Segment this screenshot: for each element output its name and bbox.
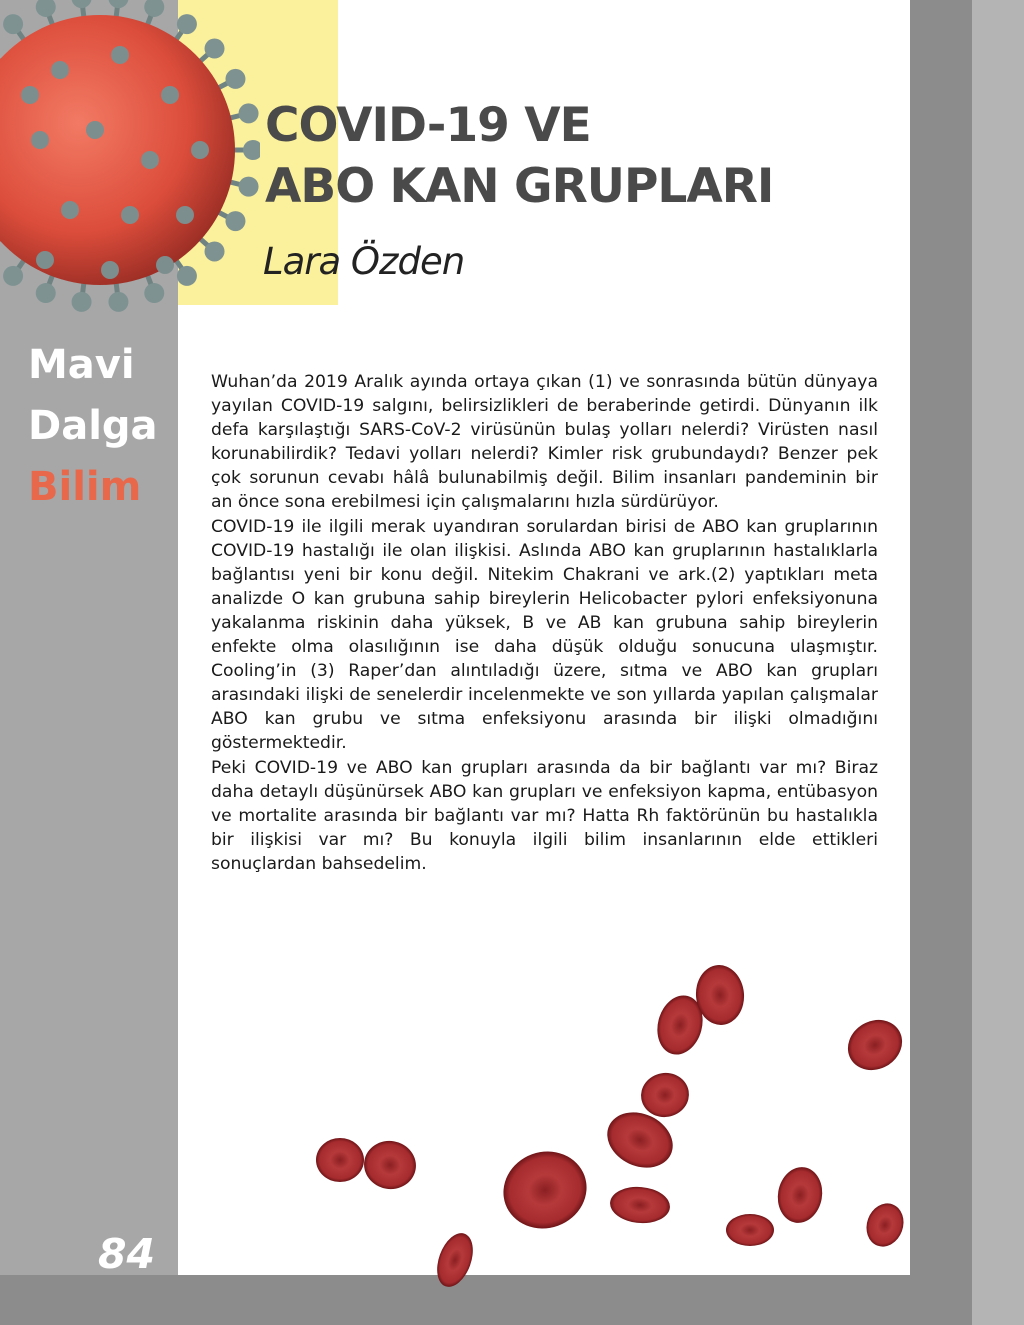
title-line-2: ABO KAN GRUPLARI	[265, 159, 774, 214]
paragraph-3: Peki COVID-19 ve ABO kan grupları arasında da bir bağlantı var mı? Biraz daha detaylı düşünürsek ABO kan grupları ve enfeksiyon kapma, entübasyon ve mortalite arasında bir bağlantı var mı? Hatta Rh faktörünün bu hastalıkla bir ilişkisi var mı? Bu konuyla ilgili bilim insanlarının elde ettikleri sonuçlardan bahsedelim.	[211, 757, 878, 874]
page-number: 84	[98, 1230, 156, 1278]
paragraph-2: COVID-19 ile ilgili merak uyandıran sorulardan birisi de ABO kan gruplarının COVID-19 hastalığı ile olan ilişkisi. Aslında ABO kan gruplarının hastalıklarla bağlantısı yeni bir konu değil. Nitekim Chakrani ve ark.(2) yaptıkları meta analizde O kan grubuna sahip bireylerin Helicobacter pylori enfeksiyonuna yakalanma riskinin daha yüksek, B ve AB kan grubuna sahip bireylerin enfekte olma olasılığının ise daha düşük olduğu sonucuna ulaşmıştır. Cooling’in (3) Raper’dan alıntıladığı üzere, sıtma ve ABO kan grupları arasındaki ilişki de senelerdir incelenmekte ve son yıllarda yapılan çalışmalar ABO kan grubu ve sıtma enfeksiyonu arasında bir ilişki olmadığını göstermektedir.	[211, 516, 878, 754]
coronavirus-icon	[0, 0, 260, 340]
right-side-bar-dark	[910, 0, 972, 1325]
brand-line-dalga: Dalga	[28, 403, 158, 449]
magazine-brand	[28, 335, 158, 518]
red-blood-cells-icon	[300, 950, 910, 1290]
author-name: Lara Özden	[263, 240, 465, 283]
brand-line-bilim: Bilim	[28, 464, 142, 510]
article-title	[265, 95, 773, 217]
article-body	[211, 370, 878, 876]
paragraph-1: Wuhan’da 2019 Aralık ayında ortaya çıkan (1) ve sonrasında bütün dünyaya yayılan COVID-19 salgını, belirsizlikleri de beraberinde getirdi. Dünyanın ilk defa karşılaştığı SARS-CoV-2 virüsünün bulaş yolları nelerdi? Virüsten nasıl korunabilirdik? Tedavi yolları nelerdi? Kimler risk grubundaydı? Benzer pek çok sorunun cevabı hâlâ bulunabilmiş değil. Bilim insanları pandeminin bir an önce sona erebilmesi için çalışmalarını hızla sürdürüyor.	[211, 372, 878, 513]
brand-line-mavi: Mavi	[28, 342, 135, 388]
right-side-bar-light	[972, 0, 1024, 1325]
title-line-1: COVID-19 VE	[265, 98, 591, 153]
